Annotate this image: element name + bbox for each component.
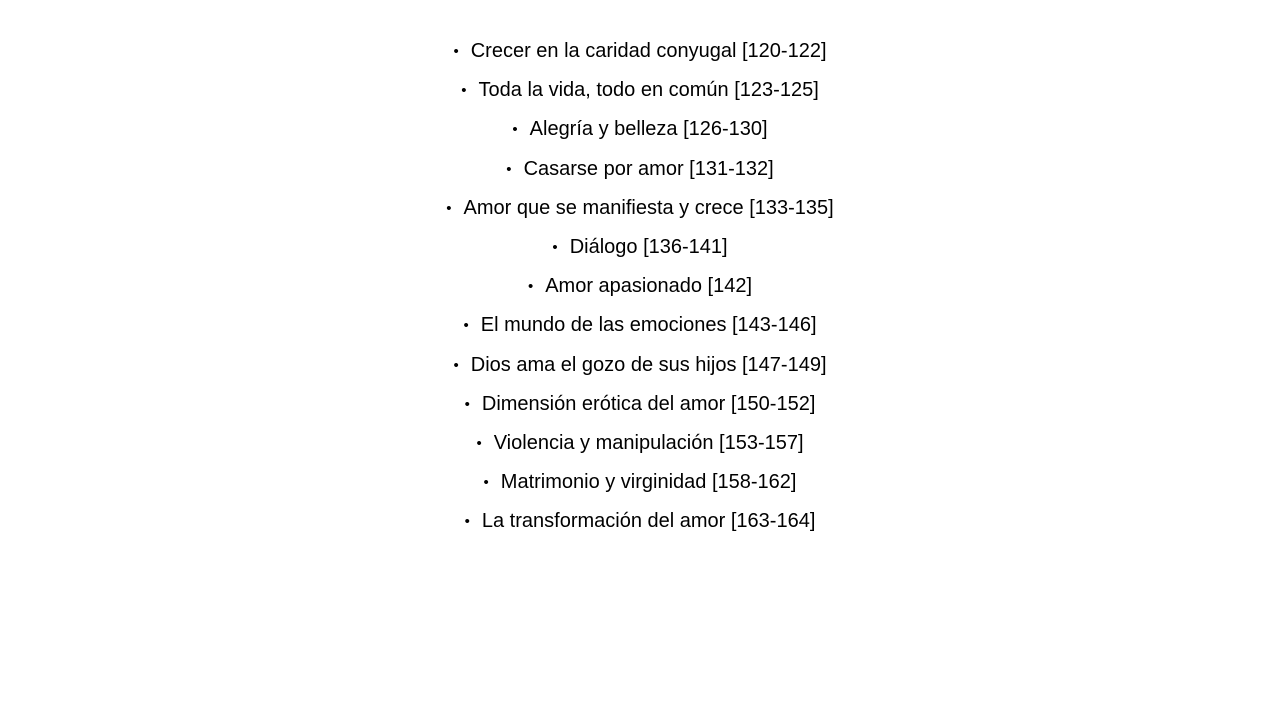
list-item-label: Matrimonio y virginidad [158-162] (500, 471, 797, 494)
list-item (0, 267, 1280, 306)
list-item-label: Diálogo [136-141] (569, 235, 728, 258)
list-item-label: Casarse por amor [131-132] (523, 157, 774, 180)
list-item (0, 32, 1280, 71)
list-item (0, 463, 1280, 502)
list-item (0, 150, 1280, 189)
bullet-icon: • (453, 356, 459, 374)
list-item (0, 110, 1280, 149)
bullet-icon: • (506, 160, 512, 178)
list-item (0, 346, 1280, 385)
list-item-label: La transformación del amor [163-164] (481, 510, 816, 533)
bullet-icon: • (527, 278, 534, 296)
list-item (0, 424, 1280, 463)
list-item-label: Amor que se manifiesta y crece [133-135] (463, 196, 834, 219)
bullet-icon: • (463, 317, 469, 335)
list-item (0, 189, 1280, 228)
bullet-icon: • (461, 82, 467, 100)
bullet-icon: • (552, 238, 558, 256)
list-item (0, 71, 1280, 110)
list-item-label: Dimensión erótica del amor [150-152] (481, 392, 816, 415)
bullet-icon: • (453, 43, 459, 60)
bullet-icon: • (483, 474, 489, 492)
bullet-icon: • (476, 434, 482, 452)
list-item (0, 228, 1280, 267)
list-item-label: El mundo de las emociones [143-146] (480, 314, 817, 337)
list-item (0, 385, 1280, 424)
bullet-icon: • (446, 199, 452, 217)
list-item (0, 502, 1280, 541)
bullet-icon: • (464, 395, 470, 413)
list-item-label: Amor apasionado [142] (545, 275, 753, 298)
list-item-label: Toda la vida, todo en común [123-125] (478, 79, 819, 102)
list-item (0, 306, 1280, 345)
list-item-label: Crecer en la caridad conyugal [120-122] (470, 40, 827, 62)
list-item-label: Violencia y manipulación [153-157] (493, 431, 804, 454)
list-item-label: Alegría y belleza [126-130] (529, 118, 768, 141)
bullet-icon: • (512, 121, 518, 139)
list-item-label: Dios ama el gozo de sus hijos [147-149] (470, 353, 827, 376)
topic-list (0, 32, 1280, 541)
bullet-icon: • (464, 513, 470, 531)
